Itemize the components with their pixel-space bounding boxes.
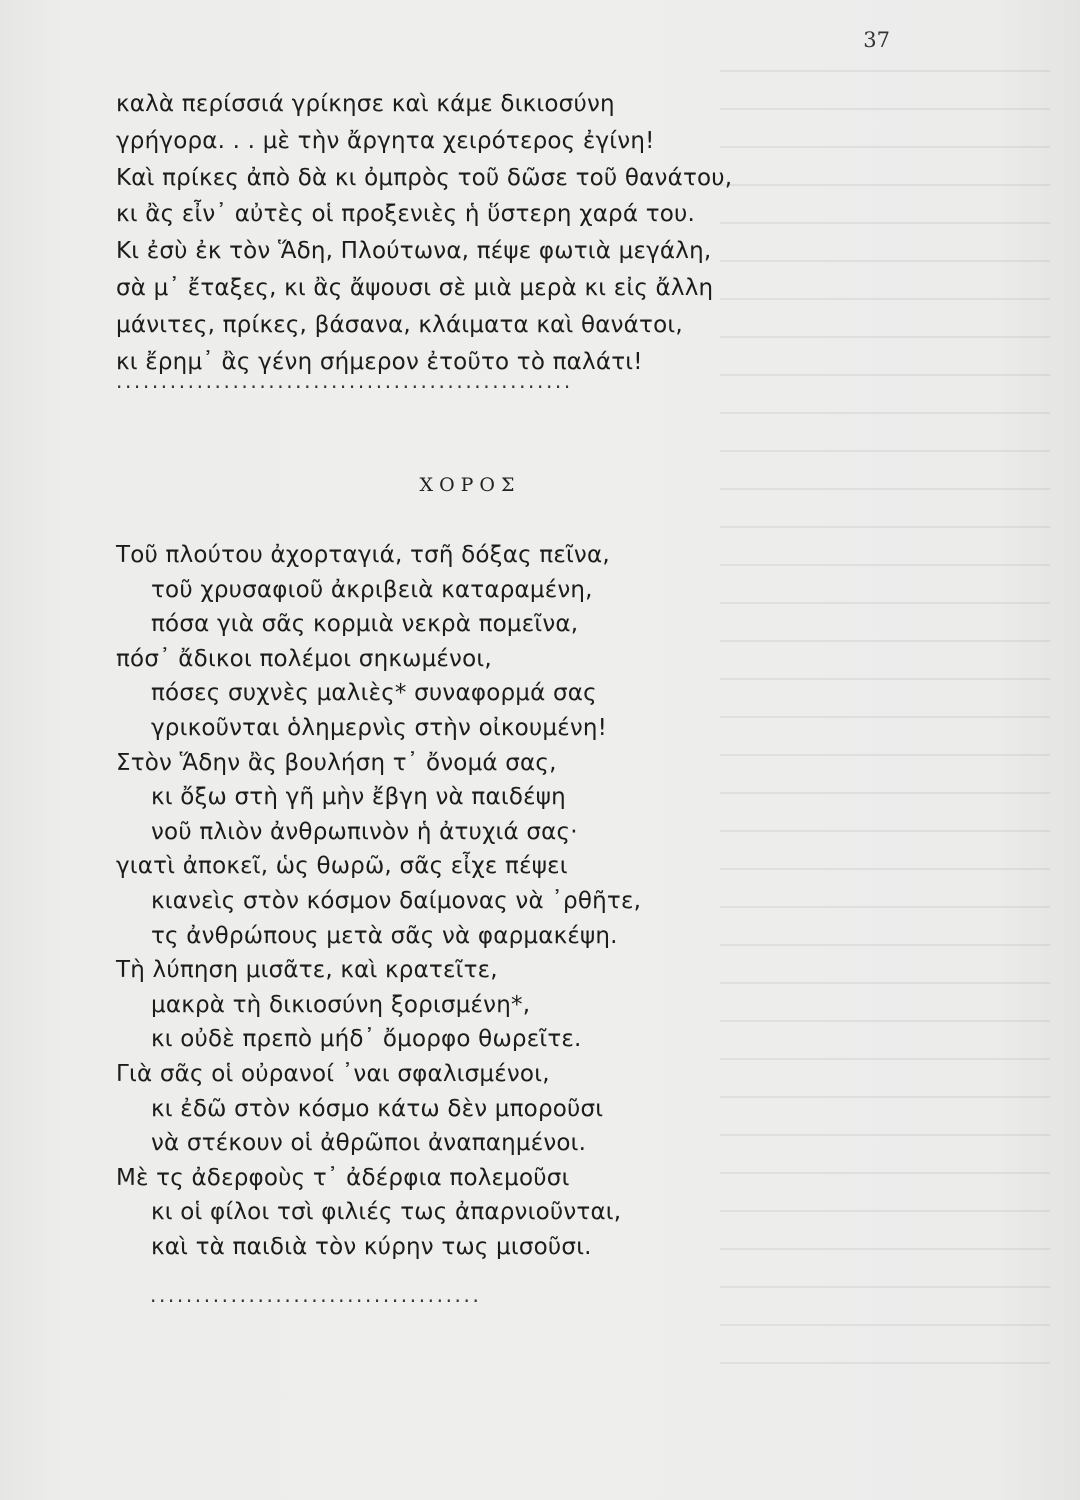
- page-number: 37: [863, 28, 890, 52]
- chorus-line: κι ὄξω στὴ γῆ μὴν ἔβγη νὰ παιδέψη: [151, 784, 566, 811]
- chorus-line: Τοῦ πλούτου ἀχορταγιά, τσῆ δόξας πεῖνα,: [116, 542, 610, 568]
- chorus-line: πόσα γιὰ σᾶς κορμιὰ νεκρὰ πομεῖνα,: [151, 611, 579, 638]
- stanza-line: Κι ἐσὺ ἐκ τὸν Ἅδη, Πλούτωνα, πέψε φωτιὰ μεγάλη,: [116, 238, 712, 265]
- chorus-line: τοῦ χρυσαφιοῦ ἀκριβειὰ καταραμένη,: [151, 576, 593, 603]
- chorus-heading: ΧΟΡΟΣ: [419, 474, 521, 496]
- ellipsis-separator: .....................................: [150, 1283, 482, 1307]
- chorus-line: μακρὰ τὴ δικιοσύνη ξορισμένη*,: [151, 991, 531, 1018]
- ellipsis-separator: ...................................................: [116, 369, 573, 393]
- chorus-line: κι ἐδῶ στὸν κόσμο κάτω δὲν μποροῦσι: [151, 1095, 604, 1122]
- stanza-block: [116, 86, 836, 380]
- chorus-line: νὰ στέκουν οἱ ἀθρῶποι ἀναπαημένοι.: [151, 1130, 587, 1157]
- stanza-line: μάνιτες, πρίκες, βάσανα, κλάιματα καὶ θανάτοι,: [116, 311, 683, 338]
- chorus-line: κιανεὶς στὸν κόσμον δαίμονας νὰ ᾽ρθῆτε,: [151, 887, 642, 914]
- chorus-line: Μὲ τς ἀδερφοὺς τ᾽ ἀδέρφια πολεμοῦσι: [116, 1164, 570, 1191]
- stanza-line: σὰ μ᾽ ἔταξες, κι ἂς ἄψουσι σὲ μιὰ μερὰ κι εἰς ἄλλη: [116, 274, 714, 301]
- chorus-line: καὶ τὰ παιδιὰ τὸν κύρην τως μισοῦσι.: [151, 1233, 592, 1260]
- chorus-block: [116, 538, 836, 1264]
- stanza-line: Καὶ πρίκες ἀπὸ δὰ κι ὀμπρὸς τοῦ δῶσε τοῦ θανάτου,: [116, 164, 733, 191]
- chorus-line: Στὸν Ἅδην ἂς βουλήση τ᾽ ὄνομά σας,: [116, 749, 557, 776]
- stanza-line: κι ἔρημ᾽ ἂς γένη σήμερον ἐτοῦτο τὸ παλάτι!: [116, 348, 643, 375]
- chorus-line: τς ἀνθρώπους μετὰ σᾶς νὰ φαρμακέψη.: [151, 922, 618, 949]
- stanza-line: καλὰ περίσσιά γρίκησε καὶ κάμε δικιοσύνη: [116, 91, 615, 117]
- chorus-line: Γιὰ σᾶς οἱ οὐρανοί ᾽ναι σφαλισμένοι,: [116, 1060, 550, 1087]
- chorus-line: γιατὶ ἀποκεῖ, ὡς θωρῶ, σᾶς εἶχε πέψει: [116, 853, 568, 880]
- chorus-line: Τὴ λύπηση μισᾶτε, καὶ κρατεῖτε,: [116, 957, 498, 984]
- chorus-line: νοῦ πλιὸν ἀνθρωπινὸν ἡ ἀτυχιά σας·: [151, 818, 578, 845]
- chorus-line: γρικοῦνται ὁλημερνὶς στὴν οἰκουμένη!: [151, 714, 608, 741]
- chorus-line: πόσ᾽ ἄδικοι πολέμοι σηκωμένοι,: [116, 645, 492, 672]
- chorus-line: κι οἱ φίλοι τσὶ φιλιές τως ἀπαρνιοῦνται,: [151, 1199, 622, 1226]
- chorus-line: κι οὐδὲ πρεπὸ μήδ᾽ ὄμορφο θωρεῖτε.: [151, 1026, 582, 1053]
- stanza-line: γρήγορα. . . μὲ τὴν ἄργητα χειρότερος ἐγίνη!: [116, 127, 655, 154]
- stanza-line: κι ἂς εἶν᾽ αὐτὲς οἱ προξενιὲς ἡ ὕστερη χαρά του.: [116, 201, 696, 228]
- chorus-line: πόσες συχνὲς μαλιὲς* συναφορμά σας: [151, 680, 597, 707]
